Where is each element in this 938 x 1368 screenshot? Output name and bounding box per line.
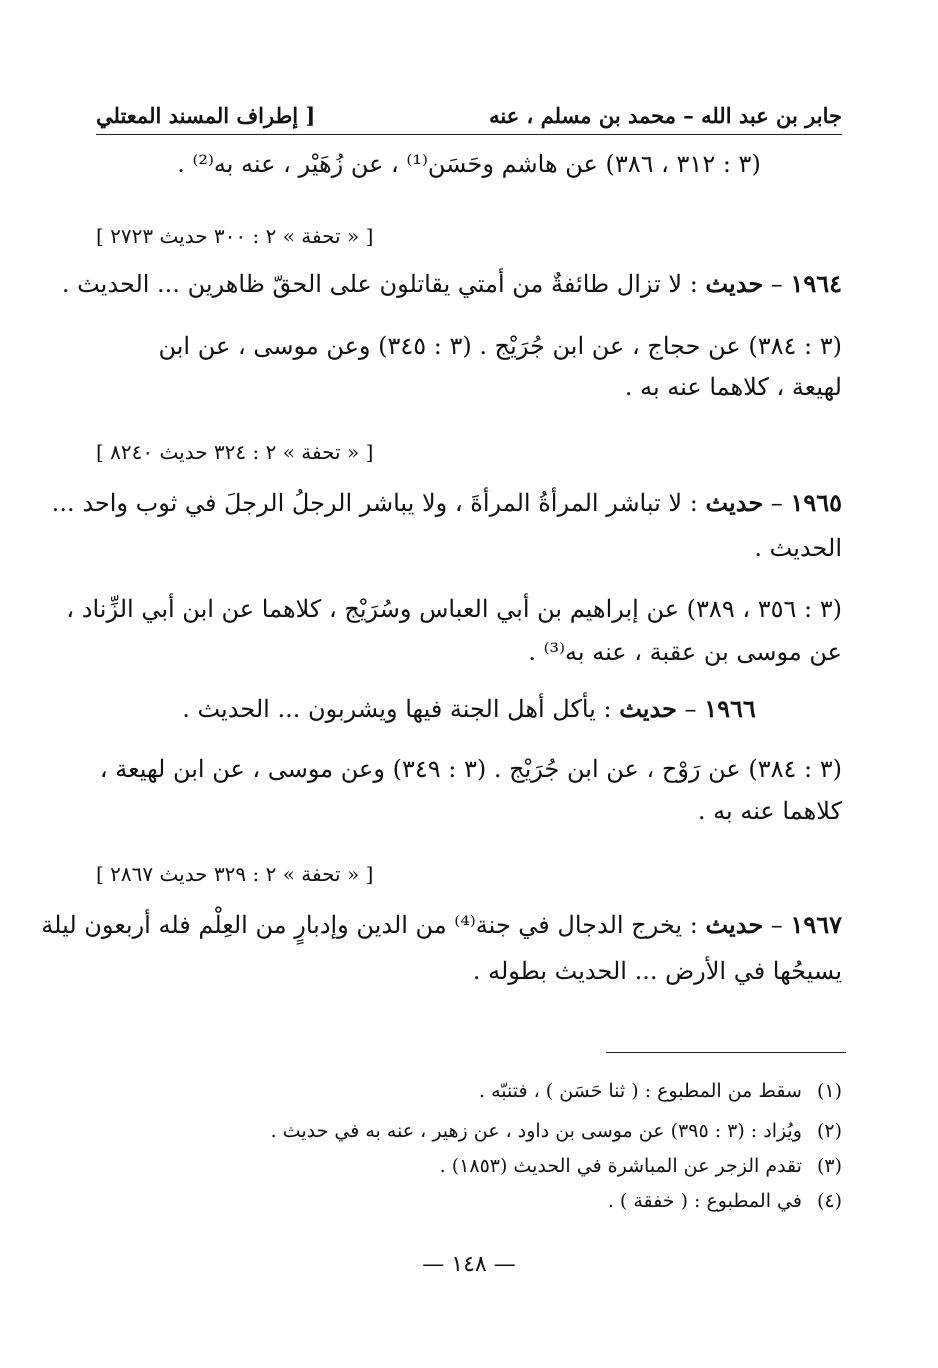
footnote-number: (٢) bbox=[816, 1120, 842, 1142]
footnote-text: ويُزاد : (٣ : ٣٩٥) عن موسى بن داود ، عن زهير ، عنه به في حديث . bbox=[270, 1120, 802, 1142]
hadith-1966-heading: ١٩٦٦ – حديث : يأكل أهل الجنة فيها ويشربون ... الحديث . bbox=[182, 694, 756, 723]
hadith-1965-heading: ١٩٦٥ – حديث : لا تباشر المرأةُ المرأةَ ، ولا يباشر الرجلُ الرجلَ في ثوب واحد ... bbox=[51, 488, 842, 517]
hadith-1964-source-line-2: لهيعة ، كلاهما عنه به . bbox=[624, 373, 842, 401]
footnote-4 bbox=[96, 1190, 842, 1212]
footnote-text: تقدم الزجر عن المباشرة في الحديث (١٨٥٣) . bbox=[439, 1155, 802, 1177]
tuhfa-ref-1: [ « تحفة » ٢ : ٣٠٠ حديث ٢٧٢٣ ] bbox=[96, 224, 374, 248]
footnote-number: (٣) bbox=[816, 1155, 842, 1177]
footnote-2 bbox=[96, 1120, 842, 1142]
hadith-number: ١٩٦٥ bbox=[790, 488, 842, 517]
hadith-text: : لا تزال طائفةٌ من أمتي يقاتلون على الحقّ ظاهرين ... الحديث . bbox=[61, 270, 698, 298]
hadith-number: ١٩٦٦ bbox=[704, 694, 756, 723]
hadith-1964-heading: ١٩٦٤ – حديث : لا تزال طائفةٌ من أمتي يقاتلون على الحقّ ظاهرين ... الحديث . bbox=[61, 269, 842, 298]
hadith-text: : يخرج الدجال في جنة⁽⁴⁾ من الدين وإدبارٍ من العِلْم فله أربعون ليلة bbox=[41, 911, 698, 939]
hadith-keyword: حديث bbox=[705, 910, 764, 939]
hadith-1966-source-line-2: كلاهما عنه به . bbox=[697, 797, 842, 825]
running-header bbox=[96, 88, 842, 135]
hadith-number: ١٩٦٧ bbox=[790, 910, 842, 939]
hadith-1963-source-line: (٣ : ٣١٢ ، ٣٨٦) عن هاشم وحَسَن⁽¹⁾ ، عن زُهَيْر ، عنه به⁽²⁾ . bbox=[177, 150, 761, 178]
footnote-text: سقط من المطبوع : ( ثنا حَسَن ) ، فتنبّه . bbox=[478, 1080, 802, 1102]
footnote-number: (٤) bbox=[816, 1190, 842, 1212]
hadith-1967-heading-cont: يسيحُها في الأرض ... الحديث بطوله . bbox=[472, 957, 842, 985]
hadith-1965-heading-cont: الحديث . bbox=[754, 534, 842, 562]
hadith-1965-source-line-1: (٣ : ٣٥٦ ، ٣٨٩) عن إبراهيم بن أبي العباس وسُرَيْج ، كلاهما عن ابن أبي الزِّناد ، bbox=[66, 595, 842, 623]
footnote-text: في المطبوع : ( خفقة ) . bbox=[607, 1190, 802, 1212]
page-number: — ١٤٨ — bbox=[422, 1252, 516, 1277]
hadith-text: : يأكل أهل الجنة فيها ويشربون ... الحديث . bbox=[182, 695, 612, 723]
tuhfa-ref-3: [ « تحفة » ٢ : ٣٢٩ حديث ٢٨٦٧ ] bbox=[96, 862, 374, 886]
hadith-1964-source-line-1: (٣ : ٣٨٤) عن حجاج ، عن ابن جُرَيْج . (٣ : ٣٤٥) وعن موسى ، عن ابن bbox=[158, 332, 842, 360]
footnote-3 bbox=[96, 1155, 842, 1177]
hadith-number: ١٩٦٤ bbox=[790, 269, 842, 298]
footnote-number: (١) bbox=[816, 1080, 842, 1102]
hadith-text: : لا تباشر المرأةُ المرأةَ ، ولا يباشر الرجلُ الرجلَ في ثوب واحد ... bbox=[51, 489, 698, 517]
hadith-1967-heading: ١٩٦٧ – حديث : يخرج الدجال في جنة⁽⁴⁾ من الدين وإدبارٍ من العِلْم فله أربعون ليلة bbox=[41, 910, 842, 939]
footnote-separator bbox=[606, 1052, 846, 1053]
hadith-1965-source-line-2: عن موسى بن عقبة ، عنه به⁽³⁾ . bbox=[528, 638, 842, 666]
hadith-keyword: حديث bbox=[619, 694, 677, 723]
header-left-title: [ إطراف المسند المعتلي bbox=[96, 103, 316, 128]
tuhfa-ref-2: [ « تحفة » ٢ : ٣٢٤ حديث ٨٢٤٠ ] bbox=[96, 440, 374, 464]
hadith-1966-source-line-1: (٣ : ٣٨٤) عن رَوْح ، عن ابن جُرَيْج . (٣ : ٣٤٩) وعن موسى ، عن ابن لهيعة ، bbox=[99, 755, 842, 783]
hadith-keyword: حديث bbox=[705, 269, 764, 298]
header-right-title: جابر بن عبد الله – محمد بن مسلم ، عنه bbox=[489, 103, 842, 128]
hadith-keyword: حديث bbox=[705, 488, 764, 517]
footnote-1 bbox=[96, 1080, 842, 1102]
